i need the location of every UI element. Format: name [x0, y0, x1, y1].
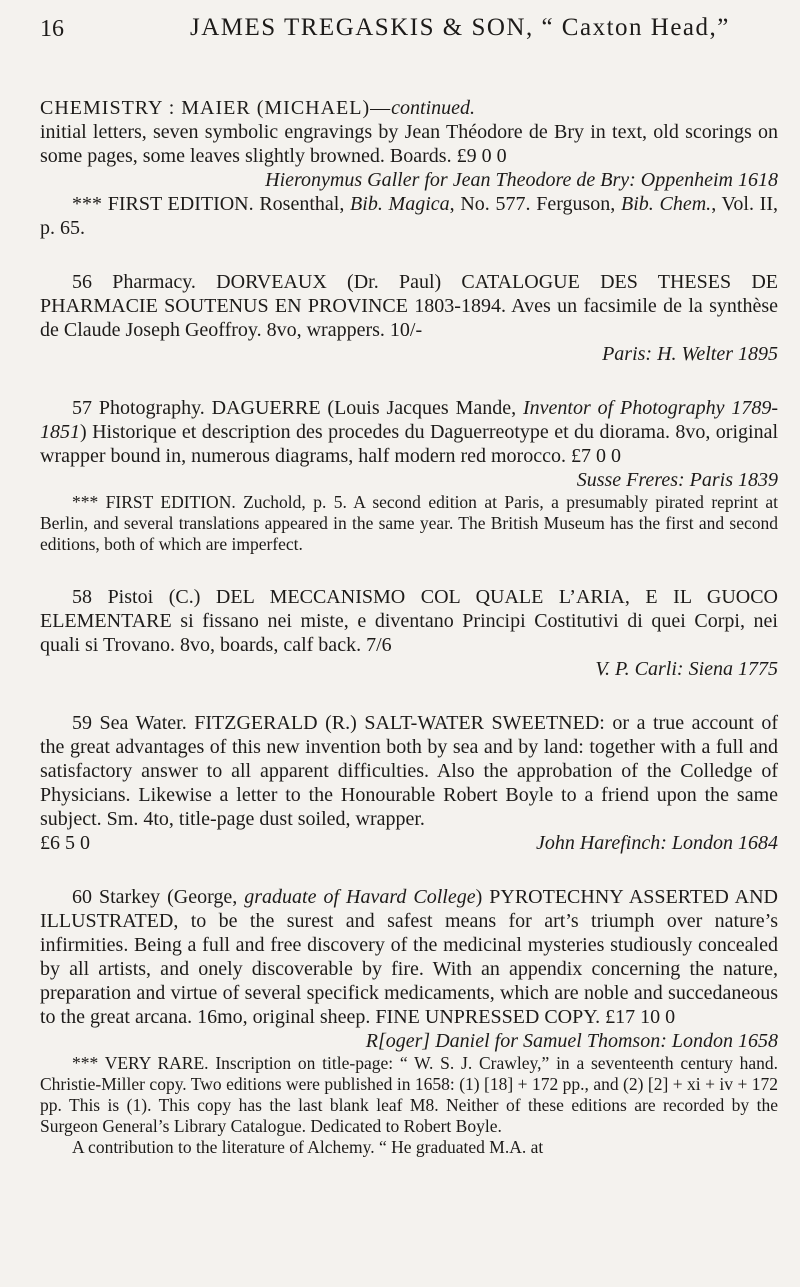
entry-56-imprint: Paris: H. Welter 1895: [602, 343, 778, 365]
entry-59-price-line: [40, 831, 778, 855]
entry-59-price: £6 5 0: [40, 832, 90, 854]
entry-56-text: 56 Pharmacy. DORVEAUX (Dr. Paul) CATALOGUE DES THESES DE PHARMACIE SOUTENUS EN PROVINCE 1803-1894. Aves un facsimile de la synthèse de Claude Joseph Geoffroy. 8vo, wrappers. 10/-: [40, 271, 778, 341]
entry-57-text: [40, 396, 778, 468]
page-number: 16: [40, 16, 64, 42]
continuation-heading-italic: continued.: [391, 97, 476, 119]
running-head: [40, 0, 778, 62]
running-title: JAMES TREGASKIS & SON, “ Caxton Head,”: [190, 14, 730, 41]
continuation-note-text: *** FIRST EDITION. Rosenthal,: [72, 193, 351, 215]
entry-60-text-2: ) PYROTECHNY ASSERTED AND ILLUSTRATED, to be the surest and safest means for art’s triumph over nature’s infirmities. Being a full and free discovery of the medicinal mysteries studiously concealed by all artists, and onely discoverable by fire. With an appendix concerning the nature, preparation and virtue of several specifick medicaments, which are noble and succedaneous to the great arcana. 16mo, original sheep. FINE UNPRESSED COPY. £17 10 0: [40, 886, 779, 1028]
continuation-note-italic-2: Bib. Chem.: [621, 193, 712, 215]
continuation-description: initial letters, seven symbolic engravings by Jean Théodore de Bry in text, old scorings on some pages, some leaves slightly browned. Boards. £9 0 0: [40, 121, 778, 167]
entry-57-text-2: ) Historique et description des procedes du Daguerreotype et du diorama. 8vo, original wrapper bound in, numerous diagrams, half modern red morocco. £7 0 0: [40, 421, 778, 467]
entry-57-imprint: Susse Freres: Paris 1839: [576, 469, 778, 491]
continuation-note-end: , Vol. II, p. 65.: [40, 193, 778, 239]
entry-60-note: *** VERY RARE. Inscription on title-page: “ W. S. J. Crawley,” in a seventeenth century hand. Christie-Miller copy. Two editions were published in 1658: (1) [18] + 172 pp., and (2) [2] + xi + iv + 172 pp. This is (1). This copy has the last blank leaf M8. Neither of these editions are recorded by the Surgeon General’s Library Catalogue. Dedicated to Robert Boyle.: [40, 1053, 778, 1136]
entry-60-text: [40, 885, 778, 1029]
entry-57-text-italic: Inventor of Photography 1789-1851: [40, 397, 778, 443]
continuation-note-italic-1: Bib. Magica: [350, 193, 450, 215]
entry-58-imprint: V. P. Carli: Siena 1775: [595, 658, 778, 680]
entry-60-text-1: 60 Starkey (George,: [72, 886, 245, 908]
entry-59-text: 59 Sea Water. FITZGERALD (R.) SALT-WATER SWEETNED: or a true account of the great advantages of this new invention both by sea and by land: together with a full and satisfactory answer to all apparent difficulties. Also the approbation of the Colledge of Physicians. Likewise a letter to the Honourable Robert Boyle to a friend upon the same subject. Sm. 4to, title-page dust soiled, wrapper.: [40, 712, 778, 830]
continuation-heading-text: CHEMISTRY : MAIER (MICHAEL)—: [40, 97, 392, 119]
entry-57-text-1: 57 Photography. DAGUERRE (Louis Jacques Mande,: [72, 397, 523, 419]
continuation-note-mid: , No. 577. Ferguson,: [449, 193, 622, 215]
page-content: [40, 96, 778, 1158]
entry-60-imprint: R[oger] Daniel for Samuel Thomson: London 1658: [365, 1030, 778, 1052]
entry-60-note-last-line: A contribution to the literature of Alchemy. “ He graduated M.A. at: [72, 1137, 544, 1157]
continuation-heading: [40, 96, 778, 120]
entry-57-note: *** FIRST EDITION. Zuchold, p. 5. A second edition at Paris, a presumably pirated reprint at Berlin, and several translations appeared in the same year. The British Museum has the first and second editions, both of which are imperfect.: [40, 492, 778, 554]
continuation-imprint: Hieronymus Galler for Jean Theodore de Bry: Oppenheim 1618: [265, 169, 778, 191]
continuation-note: [40, 192, 778, 240]
entry-60-text-italic: graduate of Havard College: [244, 886, 476, 908]
entry-59-imprint: John Harefinch: London 1684: [535, 832, 778, 854]
entry-58-text: 58 Pistoi (C.) DEL MECCANISMO COL QUALE L’ARIA, E IL GUOCO ELEMENTARE si fissano nei miste, e diventano Principi Costitutivi di quei Corpi, nei quali si Trovano. 8vo, boards, calf back. 7/6: [40, 586, 778, 656]
